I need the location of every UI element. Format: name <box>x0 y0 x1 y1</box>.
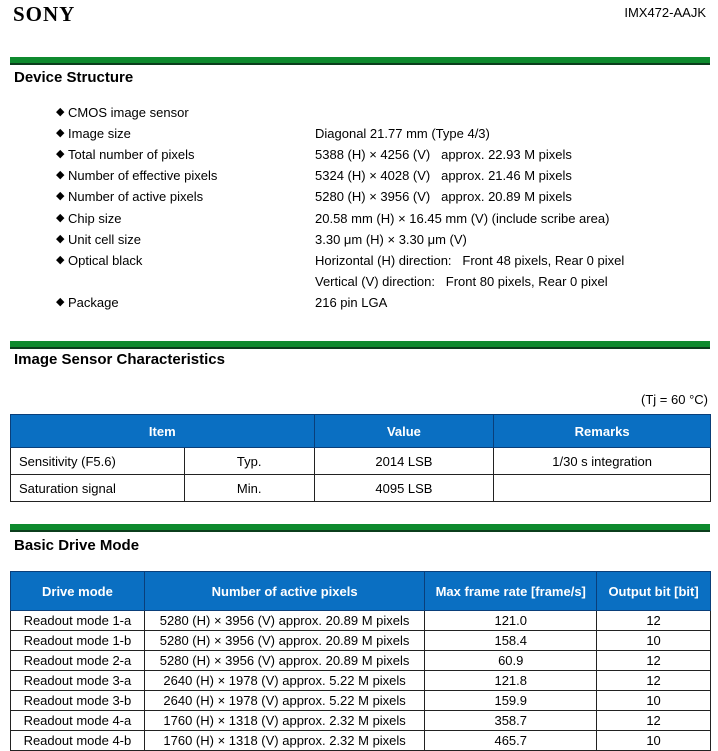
section-divider <box>10 57 710 65</box>
spec-value: 20.58 mm (H) × 16.45 mm (V) (include scribe area) <box>315 211 610 226</box>
table-cell: Readout mode 2-a <box>11 651 145 671</box>
section-divider <box>10 341 710 349</box>
diamond-bullet-icon: ◆ <box>56 148 65 160</box>
table-cell: Readout mode 1-b <box>11 631 145 651</box>
table-cell: 121.8 <box>425 671 597 691</box>
table-cell: 5280 (H) × 3956 (V) approx. 20.89 M pixels <box>144 631 425 651</box>
spec-value: Diagonal 21.77 mm (Type 4/3) <box>315 126 490 141</box>
column-header: Number of active pixels <box>144 572 425 611</box>
diamond-bullet-icon: ◆ <box>56 169 65 181</box>
diamond-bullet-icon: ◆ <box>56 296 65 308</box>
spec-label: Number of active pixels <box>68 189 204 204</box>
table-cell: 2640 (H) × 1978 (V) approx. 5.22 M pixels <box>144 691 425 711</box>
table-row <box>11 691 711 711</box>
spec-value: 216 pin LGA <box>315 295 388 310</box>
table-cell: 1/30 s integration <box>494 448 711 475</box>
table-row <box>11 671 711 691</box>
spec-label: Unit cell size <box>68 232 141 247</box>
table-cell: 12 <box>597 651 711 671</box>
spec-row <box>56 186 696 207</box>
column-header: Drive mode <box>11 572 145 611</box>
table-cell: 1760 (H) × 1318 (V) approx. 2.32 M pixels <box>144 711 425 731</box>
spec-label: Total number of pixels <box>68 147 195 162</box>
sensor-characteristics-table <box>10 414 711 502</box>
table-row <box>11 711 711 731</box>
table-cell: 159.9 <box>425 691 597 711</box>
table-cell: 60.9 <box>425 651 597 671</box>
spec-row <box>56 208 696 229</box>
table-cell: 10 <box>597 631 711 651</box>
spec-row <box>56 102 696 123</box>
column-header: Max frame rate [frame/s] <box>425 572 597 611</box>
table-cell: 5280 (H) × 3956 (V) approx. 20.89 M pixels <box>144 651 425 671</box>
table-cell: 12 <box>597 671 711 691</box>
spec-row <box>56 271 696 292</box>
spec-value: 3.30 μm (H) × 3.30 μm (V) <box>315 232 467 247</box>
table-cell: Min. <box>184 475 314 502</box>
table-cell: 158.4 <box>425 631 597 651</box>
temperature-condition: (Tj = 60 °C) <box>641 392 708 407</box>
table-cell: 2014 LSB <box>314 448 494 475</box>
table-header-row <box>11 572 711 611</box>
spec-value: 5388 (H) × 4256 (V) approx. 22.93 M pixels <box>315 147 572 162</box>
diamond-bullet-icon: ◆ <box>56 233 65 245</box>
part-number: IMX472-AAJK <box>624 5 706 20</box>
spec-row <box>56 123 696 144</box>
table-cell: 1760 (H) × 1318 (V) approx. 2.32 M pixels <box>144 731 425 751</box>
table-cell: 12 <box>597 611 711 631</box>
spec-label: Image size <box>68 126 131 141</box>
spec-label: Optical black <box>68 253 143 268</box>
column-header: Value <box>314 415 494 448</box>
diamond-bullet-icon: ◆ <box>56 254 65 266</box>
column-header: Remarks <box>494 415 711 448</box>
column-header: Output bit [bit] <box>597 572 711 611</box>
spec-label: Number of effective pixels <box>68 168 218 183</box>
drive-mode-table <box>10 571 711 751</box>
spec-row <box>56 292 696 313</box>
spec-value: 5280 (H) × 3956 (V) approx. 20.89 M pixels <box>315 189 572 204</box>
table-cell: 10 <box>597 731 711 751</box>
diamond-bullet-icon: ◆ <box>56 190 65 202</box>
spec-row <box>56 165 696 186</box>
table-cell: 4095 LSB <box>314 475 494 502</box>
table-header-row <box>11 415 711 448</box>
sony-logo: SONY <box>13 2 76 26</box>
table-cell: 121.0 <box>425 611 597 631</box>
table-cell: Readout mode 4-a <box>11 711 145 731</box>
spec-value: 5324 (H) × 4028 (V) approx. 21.46 M pixels <box>315 168 572 183</box>
diamond-bullet-icon: ◆ <box>56 127 65 139</box>
table-cell: 12 <box>597 711 711 731</box>
spec-row <box>56 229 696 250</box>
table-cell: Readout mode 1-a <box>11 611 145 631</box>
column-header: Item <box>11 415 315 448</box>
spec-value: Horizontal (H) direction: Front 48 pixels, Rear 0 pixel <box>315 253 625 268</box>
spec-label: Package <box>68 295 119 310</box>
table-cell: Typ. <box>184 448 314 475</box>
drive-mode-title: Basic Drive Mode <box>14 537 140 554</box>
spec-label: Chip size <box>68 211 122 226</box>
table-row <box>11 631 711 651</box>
table-cell: Readout mode 3-b <box>11 691 145 711</box>
table-row <box>11 448 711 475</box>
diamond-bullet-icon: ◆ <box>56 212 65 224</box>
spec-value: Vertical (V) direction: Front 80 pixels, Rear 0 pixel <box>315 274 608 289</box>
device-structure-title: Device Structure <box>14 69 134 86</box>
table-cell <box>494 475 711 502</box>
diamond-bullet-icon: ◆ <box>56 106 65 118</box>
table-cell: 10 <box>597 691 711 711</box>
table-cell: Sensitivity (F5.6) <box>11 448 185 475</box>
table-cell: 465.7 <box>425 731 597 751</box>
spec-row <box>56 250 696 271</box>
table-cell: 358.7 <box>425 711 597 731</box>
section-divider <box>10 524 710 532</box>
table-cell: Readout mode 3-a <box>11 671 145 691</box>
table-row <box>11 651 711 671</box>
table-row <box>11 731 711 751</box>
table-cell: 2640 (H) × 1978 (V) approx. 5.22 M pixels <box>144 671 425 691</box>
table-row <box>11 611 711 631</box>
spec-row <box>56 144 696 165</box>
table-cell: 5280 (H) × 3956 (V) approx. 20.89 M pixels <box>144 611 425 631</box>
table-row <box>11 475 711 502</box>
sensor-characteristics-title: Image Sensor Characteristics <box>14 351 225 368</box>
table-cell: Saturation signal <box>11 475 185 502</box>
spec-label: CMOS image sensor <box>68 105 189 120</box>
table-cell: Readout mode 4-b <box>11 731 145 751</box>
